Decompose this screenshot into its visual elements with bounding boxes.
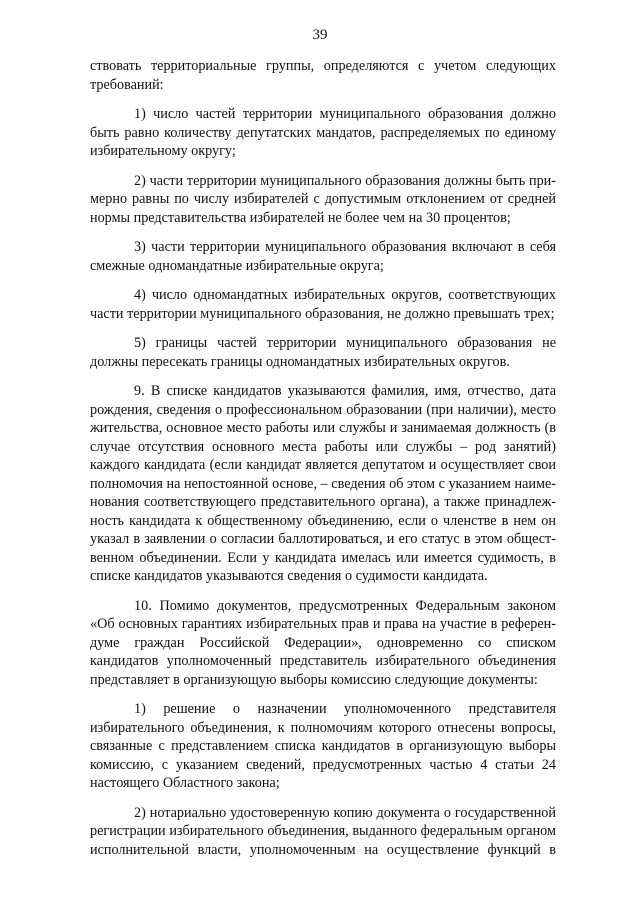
paragraph-section-10-item-2: 2) нотариально удостоверенную копию документа о государственной регистрации избирательного объединения, выданного федеральным органом исполнительной власти, уполномоченным на осуществление функций в [90, 804, 556, 858]
paragraph-item-2: 2) части территории муниципального образования должны быть примерно равны по числу избирателей с допустимым отклонением от средней нормы представительства избирателей не более чем на 30 процентов; [90, 172, 556, 226]
paragraph-item-3: 3) части территории муниципального образования включают в себя смежные одномандатные избирательные округа; [90, 239, 556, 274]
document-body [90, 57, 556, 859]
paragraph-section-9: 9. В списке кандидатов указываются фамилия, имя, отчество, дата рождения, сведения о профессиональном образовании (при наличии), место жительства, основное место работы или службы и занимаемая должность (в случае отсутствия основного места работы или службы – род занятий) каждого кандидата (если кандидат является депутатом и осуществляет свои полномочия на непостоянной основе, – сведения об этом с указанием наименования соответствующего представительного органа), а также принадлежность кандидата к общественному объединению, если о членстве в нем он указал в заявлении о согласии баллотироваться, и его статус в этом общественном объединении. Если у кандидата имелась или имеется судимость, в списке кандидатов указываются сведения о судимости кандидата. [90, 383, 556, 584]
paragraph-item-5: 5) границы частей территории муниципального образования не должны пересекать границы одномандатных избирательных округов. [90, 335, 556, 370]
paragraph-section-10-item-1: 1) решение о назначении уполномоченного представителя избирательного объединения, к полномочиям которого отнесены вопросы, связанные с представлением списка кандидатов в организующую выборы комиссию, с указанием сведений, предусмотренных частью 4 статьи 24 настоящего Областного закона; [90, 701, 556, 791]
paragraph-item-4: 4) число одномандатных избирательных округов, соответствующих части территории муниципального образования, не должно превышать трех; [90, 287, 556, 322]
page-number: 39 [312, 27, 328, 43]
paragraph-section-10: 10. Помимо документов, предусмотренных Федеральным законом «Об основных гарантиях избирательных прав и права на участие в референдуме граждан Российской Федерации», одновременно со списком кандидатов уполномоченный представитель избирательного объединения представляет в организующую выборы комиссию следующие документы: [90, 597, 556, 688]
paragraph-item-1: 1) число частей территории муниципального образования должно быть равно количеству депутатских мандатов, распределяемых по единому избирательному округу; [90, 106, 556, 159]
paragraph-continuation: ствовать территориальные группы, определяются с учетом следующих требований: [90, 58, 556, 93]
